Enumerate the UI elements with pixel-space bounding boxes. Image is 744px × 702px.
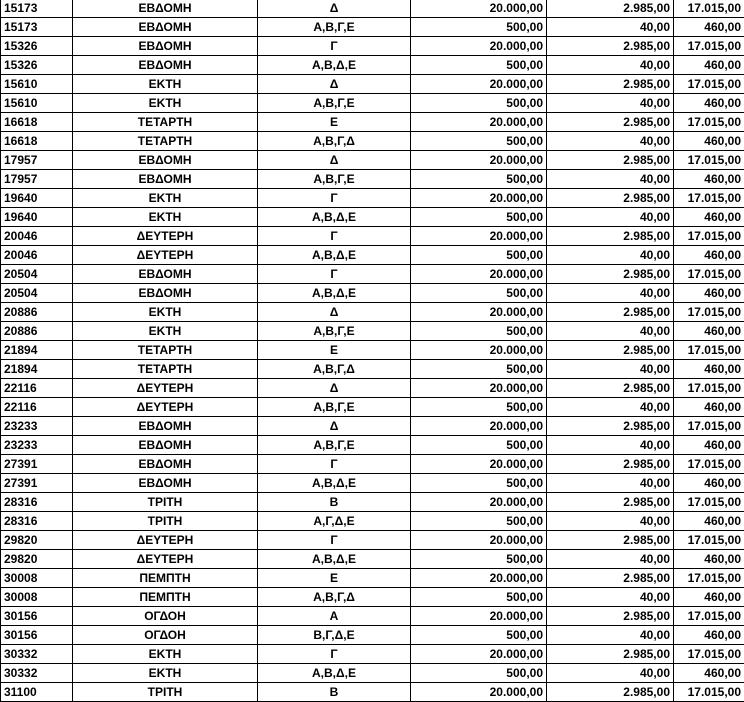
table-row	[1, 645, 744, 664]
category-cell: Α,Β,Δ,Ε	[258, 664, 411, 683]
gross-amount-cell: 20.000,00	[411, 227, 547, 246]
gross-amount-cell: 500,00	[411, 474, 547, 493]
gross-amount-cell: 500,00	[411, 550, 547, 569]
category-cell: Α,Β,Δ,Ε	[258, 246, 411, 265]
table-row	[1, 683, 744, 702]
ticket-code-cell: 16618	[1, 132, 73, 151]
gross-amount-cell: 500,00	[411, 246, 547, 265]
draw-day-cell: ΕΚΤΗ	[73, 664, 258, 683]
net-amount-cell: 460,00	[674, 436, 744, 455]
ticket-code-cell: 19640	[1, 189, 73, 208]
tax-amount-cell: 40,00	[547, 398, 674, 417]
draw-day-cell: ΕΒΔΟΜΗ	[73, 0, 258, 18]
category-cell: Γ	[258, 531, 411, 550]
draw-day-cell: ΤΡΙΤΗ	[73, 493, 258, 512]
ticket-code-cell: 23233	[1, 417, 73, 436]
ticket-code-cell: 15326	[1, 56, 73, 75]
gross-amount-cell: 500,00	[411, 284, 547, 303]
category-cell: Α,Β,Γ,Ε	[258, 18, 411, 37]
net-amount-cell: 17.015,00	[674, 417, 744, 436]
net-amount-cell: 17.015,00	[674, 37, 744, 56]
table-row	[1, 170, 744, 189]
draw-day-cell: ΕΒΔΟΜΗ	[73, 37, 258, 56]
tax-amount-cell: 2.985,00	[547, 569, 674, 588]
gross-amount-cell: 20.000,00	[411, 151, 547, 170]
gross-amount-cell: 20.000,00	[411, 265, 547, 284]
tax-amount-cell: 40,00	[547, 246, 674, 265]
net-amount-cell: 17.015,00	[674, 113, 744, 132]
tax-amount-cell: 2.985,00	[547, 379, 674, 398]
gross-amount-cell: 500,00	[411, 512, 547, 531]
net-amount-cell: 17.015,00	[674, 0, 744, 18]
tax-amount-cell: 40,00	[547, 360, 674, 379]
category-cell: Α,Β,Γ,Ε	[258, 436, 411, 455]
table-row	[1, 398, 744, 417]
draw-day-cell: ΤΡΙΤΗ	[73, 512, 258, 531]
gross-amount-cell: 500,00	[411, 436, 547, 455]
tax-amount-cell: 2.985,00	[547, 113, 674, 132]
net-amount-cell: 460,00	[674, 18, 744, 37]
tax-amount-cell: 2.985,00	[547, 607, 674, 626]
ticket-code-cell: 30008	[1, 588, 73, 607]
table-row	[1, 531, 744, 550]
tax-amount-cell: 2.985,00	[547, 151, 674, 170]
gross-amount-cell: 500,00	[411, 398, 547, 417]
table-row	[1, 569, 744, 588]
net-amount-cell: 460,00	[674, 550, 744, 569]
category-cell: Β,Γ,Δ,Ε	[258, 626, 411, 645]
draw-day-cell: ΤΕΤΑΡΤΗ	[73, 132, 258, 151]
tax-amount-cell: 40,00	[547, 322, 674, 341]
gross-amount-cell: 20.000,00	[411, 531, 547, 550]
ticket-code-cell: 30332	[1, 664, 73, 683]
category-cell: Α,Β,Γ,Ε	[258, 398, 411, 417]
net-amount-cell: 460,00	[674, 322, 744, 341]
net-amount-cell: 17.015,00	[674, 569, 744, 588]
ticket-code-cell: 16618	[1, 113, 73, 132]
ticket-code-cell: 20504	[1, 265, 73, 284]
category-cell: Ε	[258, 569, 411, 588]
ticket-code-cell: 20886	[1, 322, 73, 341]
tax-amount-cell: 40,00	[547, 208, 674, 227]
gross-amount-cell: 20.000,00	[411, 303, 547, 322]
ticket-code-cell: 20046	[1, 227, 73, 246]
gross-amount-cell: 20.000,00	[411, 569, 547, 588]
tax-amount-cell: 40,00	[547, 94, 674, 113]
net-amount-cell: 460,00	[674, 626, 744, 645]
net-amount-cell: 17.015,00	[674, 341, 744, 360]
ticket-code-cell: 21894	[1, 341, 73, 360]
category-cell: Δ	[258, 0, 411, 18]
gross-amount-cell: 20.000,00	[411, 683, 547, 702]
draw-day-cell: ΕΒΔΟΜΗ	[73, 265, 258, 284]
tax-amount-cell: 2.985,00	[547, 303, 674, 322]
tax-amount-cell: 2.985,00	[547, 75, 674, 94]
draw-day-cell: ΕΚΤΗ	[73, 645, 258, 664]
ticket-code-cell: 30008	[1, 569, 73, 588]
tax-amount-cell: 40,00	[547, 588, 674, 607]
draw-day-cell: ΕΒΔΟΜΗ	[73, 436, 258, 455]
draw-day-cell: ΤΕΤΑΡΤΗ	[73, 341, 258, 360]
gross-amount-cell: 20.000,00	[411, 0, 547, 18]
gross-amount-cell: 20.000,00	[411, 645, 547, 664]
ticket-code-cell: 20046	[1, 246, 73, 265]
gross-amount-cell: 500,00	[411, 360, 547, 379]
net-amount-cell: 460,00	[674, 132, 744, 151]
draw-day-cell: ΕΒΔΟΜΗ	[73, 151, 258, 170]
ticket-code-cell: 27391	[1, 474, 73, 493]
net-amount-cell: 460,00	[674, 246, 744, 265]
ticket-code-cell: 15173	[1, 0, 73, 18]
table-row	[1, 607, 744, 626]
tax-amount-cell: 2.985,00	[547, 531, 674, 550]
gross-amount-cell: 500,00	[411, 94, 547, 113]
category-cell: Γ	[258, 37, 411, 56]
tax-amount-cell: 2.985,00	[547, 417, 674, 436]
draw-day-cell: ΠΕΜΠΤΗ	[73, 569, 258, 588]
category-cell: Α,Β,Γ,Ε	[258, 322, 411, 341]
category-cell: Γ	[258, 189, 411, 208]
ticket-code-cell: 15610	[1, 75, 73, 94]
tax-amount-cell: 40,00	[547, 56, 674, 75]
table-row	[1, 512, 744, 531]
ticket-code-cell: 30332	[1, 645, 73, 664]
gross-amount-cell: 20.000,00	[411, 607, 547, 626]
category-cell: Α,Β,Γ,Δ	[258, 588, 411, 607]
table-row	[1, 227, 744, 246]
net-amount-cell: 17.015,00	[674, 531, 744, 550]
gross-amount-cell: 20.000,00	[411, 189, 547, 208]
table-row	[1, 37, 744, 56]
tax-amount-cell: 40,00	[547, 474, 674, 493]
table-row	[1, 664, 744, 683]
tax-amount-cell: 40,00	[547, 132, 674, 151]
ticket-code-cell: 20504	[1, 284, 73, 303]
table-row	[1, 417, 744, 436]
net-amount-cell: 17.015,00	[674, 75, 744, 94]
gross-amount-cell: 500,00	[411, 664, 547, 683]
ticket-code-cell: 28316	[1, 493, 73, 512]
draw-day-cell: ΤΡΙΤΗ	[73, 683, 258, 702]
gross-amount-cell: 20.000,00	[411, 37, 547, 56]
net-amount-cell: 17.015,00	[674, 683, 744, 702]
category-cell: Δ	[258, 417, 411, 436]
tax-amount-cell: 2.985,00	[547, 37, 674, 56]
draw-day-cell: ΕΚΤΗ	[73, 208, 258, 227]
tax-amount-cell: 2.985,00	[547, 341, 674, 360]
category-cell: Α,Β,Γ,Ε	[258, 94, 411, 113]
category-cell: Α,Β,Δ,Ε	[258, 208, 411, 227]
table-row	[1, 189, 744, 208]
ticket-code-cell: 20886	[1, 303, 73, 322]
tax-amount-cell: 40,00	[547, 284, 674, 303]
tax-amount-cell: 40,00	[547, 664, 674, 683]
table-row	[1, 493, 744, 512]
table-row	[1, 379, 744, 398]
draw-day-cell: ΕΒΔΟΜΗ	[73, 284, 258, 303]
draw-day-cell: ΠΕΜΠΤΗ	[73, 588, 258, 607]
category-cell: Α,Β,Γ,Δ	[258, 132, 411, 151]
draw-day-cell: ΔΕΥΤΕΡΗ	[73, 246, 258, 265]
table-row	[1, 0, 744, 18]
category-cell: Α,Β,Δ,Ε	[258, 56, 411, 75]
ticket-code-cell: 15326	[1, 37, 73, 56]
gross-amount-cell: 500,00	[411, 18, 547, 37]
tax-amount-cell: 40,00	[547, 18, 674, 37]
net-amount-cell: 460,00	[674, 56, 744, 75]
draw-day-cell: ΔΕΥΤΕΡΗ	[73, 398, 258, 417]
tax-amount-cell: 2.985,00	[547, 189, 674, 208]
table-row	[1, 56, 744, 75]
net-amount-cell: 460,00	[674, 208, 744, 227]
net-amount-cell: 460,00	[674, 474, 744, 493]
results-table-body	[1, 0, 744, 702]
net-amount-cell: 17.015,00	[674, 493, 744, 512]
net-amount-cell: 17.015,00	[674, 607, 744, 626]
net-amount-cell: 17.015,00	[674, 227, 744, 246]
tax-amount-cell: 2.985,00	[547, 0, 674, 18]
ticket-code-cell: 31100	[1, 683, 73, 702]
gross-amount-cell: 20.000,00	[411, 379, 547, 398]
draw-day-cell: ΕΒΔΟΜΗ	[73, 474, 258, 493]
net-amount-cell: 17.015,00	[674, 455, 744, 474]
ticket-code-cell: 22116	[1, 379, 73, 398]
gross-amount-cell: 500,00	[411, 56, 547, 75]
table-row	[1, 588, 744, 607]
table-row	[1, 246, 744, 265]
category-cell: Β	[258, 493, 411, 512]
net-amount-cell: 17.015,00	[674, 645, 744, 664]
net-amount-cell: 17.015,00	[674, 265, 744, 284]
category-cell: Δ	[258, 379, 411, 398]
gross-amount-cell: 20.000,00	[411, 417, 547, 436]
category-cell: Α,Β,Δ,Ε	[258, 284, 411, 303]
category-cell: Δ	[258, 303, 411, 322]
gross-amount-cell: 20.000,00	[411, 493, 547, 512]
ticket-code-cell: 27391	[1, 455, 73, 474]
table-row	[1, 341, 744, 360]
tax-amount-cell: 40,00	[547, 512, 674, 531]
draw-day-cell: ΔΕΥΤΕΡΗ	[73, 227, 258, 246]
category-cell: Α,Β,Γ,Ε	[258, 170, 411, 189]
draw-day-cell: ΤΕΤΑΡΤΗ	[73, 360, 258, 379]
gross-amount-cell: 500,00	[411, 322, 547, 341]
ticket-code-cell: 30156	[1, 626, 73, 645]
table-row	[1, 94, 744, 113]
tax-amount-cell: 40,00	[547, 626, 674, 645]
category-cell: Δ	[258, 151, 411, 170]
ticket-code-cell: 15610	[1, 94, 73, 113]
table-row	[1, 284, 744, 303]
tax-amount-cell: 40,00	[547, 436, 674, 455]
draw-day-cell: ΕΒΔΟΜΗ	[73, 417, 258, 436]
net-amount-cell: 460,00	[674, 512, 744, 531]
table-row	[1, 265, 744, 284]
draw-day-cell: ΟΓΔΟΗ	[73, 607, 258, 626]
table-row	[1, 113, 744, 132]
draw-day-cell: ΕΚΤΗ	[73, 322, 258, 341]
gross-amount-cell: 500,00	[411, 132, 547, 151]
gross-amount-cell: 20.000,00	[411, 113, 547, 132]
net-amount-cell: 460,00	[674, 94, 744, 113]
net-amount-cell: 17.015,00	[674, 151, 744, 170]
ticket-code-cell: 29820	[1, 550, 73, 569]
gross-amount-cell: 500,00	[411, 588, 547, 607]
tax-amount-cell: 40,00	[547, 170, 674, 189]
category-cell: Α,Β,Γ,Δ	[258, 360, 411, 379]
category-cell: Α,Β,Δ,Ε	[258, 474, 411, 493]
net-amount-cell: 460,00	[674, 398, 744, 417]
draw-day-cell: ΕΒΔΟΜΗ	[73, 170, 258, 189]
table-row	[1, 303, 744, 322]
tax-amount-cell: 2.985,00	[547, 455, 674, 474]
ticket-code-cell: 19640	[1, 208, 73, 227]
gross-amount-cell: 500,00	[411, 626, 547, 645]
net-amount-cell: 460,00	[674, 360, 744, 379]
draw-day-cell: ΕΚΤΗ	[73, 94, 258, 113]
table-row	[1, 436, 744, 455]
draw-day-cell: ΕΒΔΟΜΗ	[73, 455, 258, 474]
table-row	[1, 151, 744, 170]
ticket-code-cell: 28316	[1, 512, 73, 531]
draw-day-cell: ΕΒΔΟΜΗ	[73, 56, 258, 75]
draw-day-cell: ΤΕΤΑΡΤΗ	[73, 113, 258, 132]
tax-amount-cell: 40,00	[547, 550, 674, 569]
draw-day-cell: ΕΚΤΗ	[73, 75, 258, 94]
ticket-code-cell: 21894	[1, 360, 73, 379]
category-cell: Δ	[258, 75, 411, 94]
table-row	[1, 360, 744, 379]
ticket-code-cell: 17957	[1, 151, 73, 170]
category-cell: Γ	[258, 645, 411, 664]
table-row	[1, 550, 744, 569]
draw-day-cell: ΔΕΥΤΕΡΗ	[73, 379, 258, 398]
tax-amount-cell: 2.985,00	[547, 227, 674, 246]
net-amount-cell: 17.015,00	[674, 189, 744, 208]
net-amount-cell: 17.015,00	[674, 303, 744, 322]
net-amount-cell: 460,00	[674, 284, 744, 303]
net-amount-cell: 460,00	[674, 664, 744, 683]
table-row	[1, 322, 744, 341]
category-cell: Γ	[258, 455, 411, 474]
category-cell: Α,Γ,Δ,Ε	[258, 512, 411, 531]
category-cell: Ε	[258, 341, 411, 360]
table-row	[1, 474, 744, 493]
net-amount-cell: 17.015,00	[674, 379, 744, 398]
table-row	[1, 455, 744, 474]
gross-amount-cell: 20.000,00	[411, 341, 547, 360]
tax-amount-cell: 2.985,00	[547, 683, 674, 702]
table-row	[1, 75, 744, 94]
gross-amount-cell: 500,00	[411, 208, 547, 227]
ticket-code-cell: 23233	[1, 436, 73, 455]
gross-amount-cell: 500,00	[411, 170, 547, 189]
net-amount-cell: 460,00	[674, 170, 744, 189]
draw-day-cell: ΕΚΤΗ	[73, 189, 258, 208]
gross-amount-cell: 20.000,00	[411, 455, 547, 474]
net-amount-cell: 460,00	[674, 588, 744, 607]
table-row	[1, 132, 744, 151]
draw-day-cell: ΔΕΥΤΕΡΗ	[73, 531, 258, 550]
ticket-code-cell: 29820	[1, 531, 73, 550]
draw-day-cell: ΔΕΥΤΕΡΗ	[73, 550, 258, 569]
ticket-code-cell: 15173	[1, 18, 73, 37]
draw-day-cell: ΕΚΤΗ	[73, 303, 258, 322]
category-cell: Α,Β,Δ,Ε	[258, 550, 411, 569]
draw-day-cell: ΕΒΔΟΜΗ	[73, 18, 258, 37]
gross-amount-cell: 20.000,00	[411, 75, 547, 94]
draw-day-cell: ΟΓΔΟΗ	[73, 626, 258, 645]
tax-amount-cell: 2.985,00	[547, 265, 674, 284]
tax-amount-cell: 2.985,00	[547, 493, 674, 512]
table-row	[1, 626, 744, 645]
category-cell: Β	[258, 683, 411, 702]
category-cell: Γ	[258, 227, 411, 246]
category-cell: Α	[258, 607, 411, 626]
ticket-code-cell: 30156	[1, 607, 73, 626]
category-cell: Ε	[258, 113, 411, 132]
category-cell: Γ	[258, 265, 411, 284]
ticket-code-cell: 22116	[1, 398, 73, 417]
table-row	[1, 18, 744, 37]
table-row	[1, 208, 744, 227]
tax-amount-cell: 2.985,00	[547, 645, 674, 664]
ticket-code-cell: 17957	[1, 170, 73, 189]
